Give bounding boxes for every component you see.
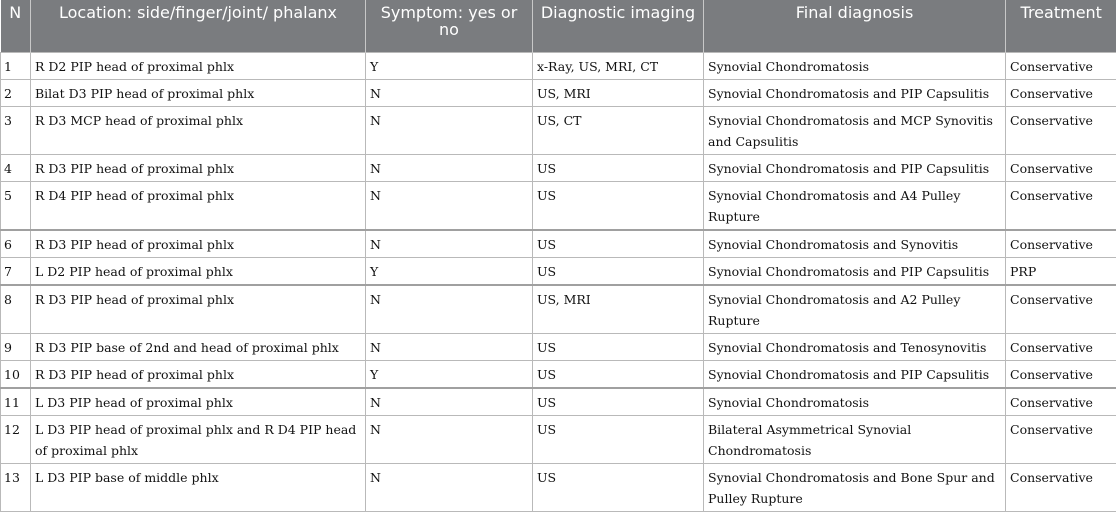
cell-n: 3 (1, 106, 31, 154)
cell-n: 13 (1, 463, 31, 511)
header-location: Location: side/finger/joint/ phalanx (31, 0, 366, 52)
cell-imaging: US (533, 360, 704, 388)
cell-n: 1 (1, 52, 31, 79)
cell-treatment: Conservative (1006, 154, 1116, 181)
cell-diagnosis: Synovial Chondromatosis and A4 Pulley Rupture (704, 181, 1006, 230)
cell-n: 6 (1, 230, 31, 258)
cell-diagnosis: Synovial Chondromatosis and PIP Capsulitis (704, 154, 1006, 181)
cell-diagnosis: Synovial Chondromatosis and Bone Spur and Pulley Rupture (704, 463, 1006, 511)
cell-n: 7 (1, 257, 31, 285)
cell-diagnosis: Synovial Chondromatosis and MCP Synovitis and Capsulitis (704, 106, 1006, 154)
table-row (1, 52, 1116, 79)
cell-location: R D3 PIP head of proximal phlx (31, 285, 366, 334)
cell-diagnosis: Synovial Chondromatosis and PIP Capsulitis (704, 79, 1006, 106)
cell-symptom: N (366, 463, 533, 511)
cell-treatment: Conservative (1006, 230, 1116, 258)
cell-diagnosis: Bilateral Asymmetrical Synovial Chondromatosis (704, 415, 1006, 463)
cell-location: R D2 PIP head of proximal phlx (31, 52, 366, 79)
header-diagnosis: Final diagnosis (704, 0, 1006, 52)
cell-diagnosis: Synovial Chondromatosis (704, 52, 1006, 79)
cell-symptom: Y (366, 257, 533, 285)
cell-diagnosis: Synovial Chondromatosis and PIP Capsulitis (704, 360, 1006, 388)
cell-n: 10 (1, 360, 31, 388)
cell-imaging: US (533, 415, 704, 463)
cell-location: Bilat D3 PIP head of proximal phlx (31, 79, 366, 106)
cell-treatment: Conservative (1006, 106, 1116, 154)
table-row (1, 463, 1116, 511)
cell-imaging: US (533, 333, 704, 360)
header-row (1, 0, 1116, 52)
cell-symptom: N (366, 230, 533, 258)
cell-diagnosis: Synovial Chondromatosis and Synovitis (704, 230, 1006, 258)
table-row (1, 257, 1116, 285)
cell-diagnosis: Synovial Chondromatosis and PIP Capsulitis (704, 257, 1006, 285)
cell-location: R D4 PIP head of proximal phlx (31, 181, 366, 230)
cell-treatment: Conservative (1006, 360, 1116, 388)
table-row (1, 106, 1116, 154)
table-row (1, 415, 1116, 463)
cell-n: 5 (1, 181, 31, 230)
cell-imaging: x-Ray, US, MRI, CT (533, 52, 704, 79)
cell-n: 2 (1, 79, 31, 106)
cell-symptom: Y (366, 52, 533, 79)
cell-location: R D3 PIP head of proximal phlx (31, 360, 366, 388)
cell-imaging: US (533, 230, 704, 258)
header-symptom: Symptom: yes or no (366, 0, 533, 52)
cell-treatment: Conservative (1006, 79, 1116, 106)
cell-diagnosis: Synovial Chondromatosis and Tenosynovitis (704, 333, 1006, 360)
cell-imaging: US (533, 388, 704, 416)
cell-n: 11 (1, 388, 31, 416)
table-row (1, 79, 1116, 106)
cell-symptom: N (366, 333, 533, 360)
cell-n: 8 (1, 285, 31, 334)
cell-treatment: Conservative (1006, 333, 1116, 360)
cell-location: L D3 PIP base of middle phlx (31, 463, 366, 511)
header-imaging: Diagnostic imaging (533, 0, 704, 52)
cell-symptom: N (366, 181, 533, 230)
cell-symptom: N (366, 106, 533, 154)
cell-treatment: Conservative (1006, 388, 1116, 416)
cell-imaging: US (533, 181, 704, 230)
cell-location: R D3 PIP head of proximal phlx (31, 230, 366, 258)
table-row (1, 360, 1116, 388)
cell-location: L D3 PIP head of proximal phlx (31, 388, 366, 416)
cell-location: L D3 PIP head of proximal phlx and R D4 PIP head of proximal phlx (31, 415, 366, 463)
cell-n: 12 (1, 415, 31, 463)
cell-location: L D2 PIP head of proximal phlx (31, 257, 366, 285)
cell-imaging: US, CT (533, 106, 704, 154)
cell-treatment: Conservative (1006, 52, 1116, 79)
cell-symptom: N (366, 154, 533, 181)
table-row (1, 154, 1116, 181)
cell-treatment: Conservative (1006, 285, 1116, 334)
cell-location: R D3 PIP base of 2nd and head of proximal phlx (31, 333, 366, 360)
cell-n: 9 (1, 333, 31, 360)
table-row (1, 333, 1116, 360)
table-row (1, 285, 1116, 334)
cell-diagnosis: Synovial Chondromatosis (704, 388, 1006, 416)
cell-imaging: US (533, 154, 704, 181)
cell-imaging: US (533, 257, 704, 285)
table-row (1, 181, 1116, 230)
table-row (1, 230, 1116, 258)
cell-imaging: US (533, 463, 704, 511)
cell-n: 4 (1, 154, 31, 181)
cell-location: R D3 PIP head of proximal phlx (31, 154, 366, 181)
cell-symptom: N (366, 79, 533, 106)
header-treatment: Treatment (1006, 0, 1116, 52)
cell-symptom: N (366, 415, 533, 463)
header-n: N (1, 0, 31, 52)
table-row (1, 388, 1116, 416)
cell-treatment: Conservative (1006, 415, 1116, 463)
cell-imaging: US, MRI (533, 285, 704, 334)
cell-symptom: Y (366, 360, 533, 388)
cell-symptom: N (366, 388, 533, 416)
cell-treatment: Conservative (1006, 463, 1116, 511)
cell-location: R D3 MCP head of proximal phlx (31, 106, 366, 154)
cell-symptom: N (366, 285, 533, 334)
cell-diagnosis: Synovial Chondromatosis and A2 Pulley Rupture (704, 285, 1006, 334)
cell-treatment: PRP (1006, 257, 1116, 285)
cell-treatment: Conservative (1006, 181, 1116, 230)
cell-imaging: US, MRI (533, 79, 704, 106)
